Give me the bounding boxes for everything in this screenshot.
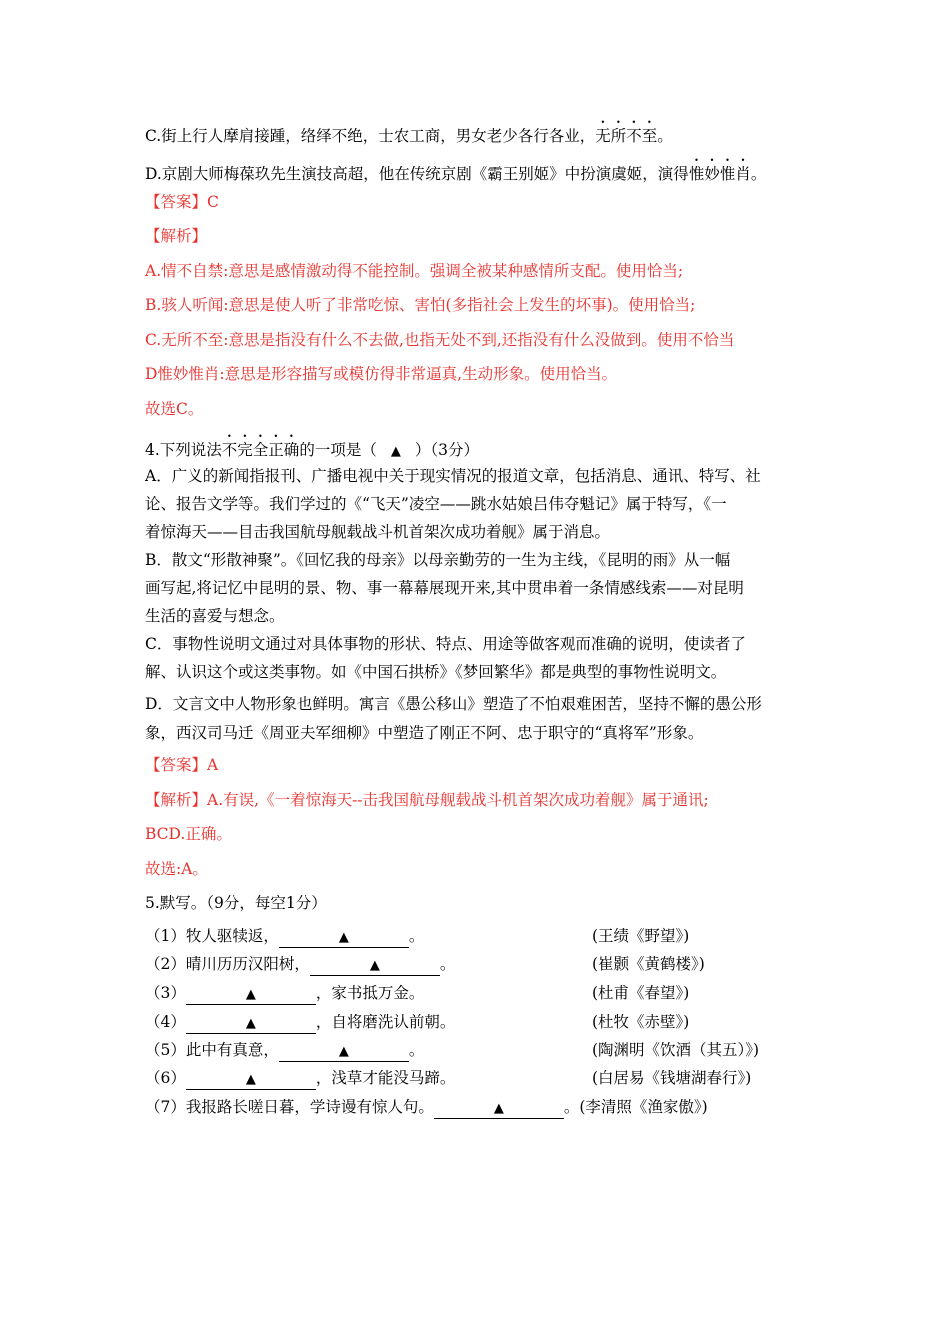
- answer-placeholder-triangle: ▲: [493, 1101, 504, 1116]
- answer-placeholder-triangle: ▲: [245, 1072, 256, 1087]
- dictation-item: [145, 1096, 708, 1119]
- q4-answer: [145, 754, 218, 776]
- answer-label: 【答案】: [145, 756, 208, 774]
- answer-value: A: [207, 756, 219, 774]
- answer-placeholder-triangle: ▲: [338, 1044, 349, 1059]
- q3-option-d-text: D.京剧大师梅葆玖先生演技高超，他在传统京剧《霸王别姬》中扮演虞姬，演得: [145, 165, 689, 183]
- dictation-prompt: （4）: [145, 1013, 186, 1031]
- q4-conclusion: 故选:A。: [145, 860, 208, 878]
- answer-blank[interactable]: [186, 984, 316, 1005]
- answer-blank[interactable]: [279, 927, 409, 948]
- dictation-prompt: （7）我报路长嗟日暮，学诗谩有惊人句。: [145, 1098, 434, 1116]
- q3-analysis-line: B.骇人听闻:意思是使人听了非常吃惊、害怕(多指社会上发生的坏事)。使用恰当;: [145, 296, 696, 314]
- q4-option-line: 论、报告文学等。我们学过的《“飞天”凌空——跳水姑娘吕伟夺魁记》属于特写，《一: [145, 495, 727, 513]
- q3-analysis-label: 【解析】: [145, 227, 208, 245]
- dictation-prompt: （5）此中有真意，: [145, 1041, 279, 1059]
- q4-option-line: D．文言文中人物形象也鲜明。寓言《愚公移山》塑造了不怕艰难困苦，坚持不懈的愚公形: [145, 695, 762, 713]
- answer-label: 【答案】: [145, 193, 208, 211]
- dictation-item: [145, 1039, 424, 1062]
- q3-option-d-end: 。: [750, 165, 767, 183]
- dictation-prompt: （3）: [145, 984, 186, 1002]
- q3-option-d: [145, 156, 766, 185]
- dictation-end: 。: [408, 1041, 425, 1059]
- dictation-item: [145, 1011, 455, 1034]
- q4-option-line: 解、认识这个或这类事物。如《中国石拱桥》《梦回繁华》都是典型的事物性说明文。: [145, 663, 727, 681]
- answer-blank[interactable]: [434, 1098, 564, 1119]
- q3-conclusion: 故选C。: [145, 400, 204, 418]
- emphasis-phrase: 惟妙惟肖: [688, 165, 751, 183]
- q4-stem: [145, 432, 479, 463]
- q4-option-line: C．事物性说明文通过对具体事物的形状、特点、用途等做客观而准确的说明，使读者了: [145, 635, 746, 653]
- dictation-source: (崔颢《黄鹤楼》): [592, 955, 705, 973]
- answer-blank[interactable]: [186, 1013, 316, 1034]
- answer-blank[interactable]: [186, 1069, 316, 1090]
- q5-title: 5.默写。（9分，每空1分）: [145, 894, 327, 912]
- dictation-item: [145, 982, 424, 1005]
- q4-stem-text: 的一项是（: [299, 441, 377, 459]
- dictation-prompt: （2）晴川历历汉阳树，: [145, 955, 310, 973]
- q4-option-line: 象，西汉司马迁《周亚夫军细柳》中塑造了刚正不阿、忠于职守的“真将军”形象。: [145, 724, 704, 742]
- q3-option-c-end: 。: [657, 127, 673, 145]
- dictation-item: [145, 953, 455, 976]
- dictation-end: 。(李清照《渔家傲》): [563, 1098, 708, 1116]
- q4-stem-text: 4.下列说法: [145, 441, 222, 459]
- emphasis-phrase: 无所不至: [595, 127, 658, 145]
- answer-placeholder-triangle: ▲: [245, 987, 256, 1002]
- q4-option-line: A．广义的新闻指报刊、广播电视中关于现实情况的报道文章，包括消息、通讯、特写、社: [145, 467, 761, 485]
- analysis-text: A.有误,《一着惊海天--击我国航母舰载战斗机首架次成功着舰》属于通讯;: [207, 791, 709, 809]
- dictation-prompt: （1）牧人驱犊返，: [145, 927, 279, 945]
- q4-option-line: B．散文“形散神聚”。《回忆我的母亲》以母亲勤劳的一生为主线，《昆明的雨》从一幅: [145, 551, 731, 569]
- q3-analysis-line: A.情不自禁:意思是感情激动得不能控制。强调全被某种感情所支配。使用恰当;: [145, 262, 684, 280]
- dictation-source: (杜牧《赤壁》): [592, 1013, 690, 1031]
- answer-blank[interactable]: [310, 955, 440, 976]
- q3-option-c-text: C.街上行人摩肩接踵，络绎不绝，士农工商，男女老少各行各业，: [145, 127, 596, 145]
- answer-placeholder-triangle: ▲: [369, 958, 380, 973]
- dictation-end: ，浅草才能没马蹄。: [315, 1069, 456, 1087]
- q3-analysis-line: C.无所不至:意思是指没有什么不去做,也指无处不到,还指没有什么没做到。使用不恰当: [145, 331, 735, 349]
- q3-analysis-line: D惟妙惟肖:意思是形容描写或模仿得非常逼真,生动形象。使用恰当。: [145, 365, 618, 383]
- q4-analysis-line: BCD.正确。: [145, 825, 232, 843]
- answer-placeholder-triangle: ▲: [338, 930, 349, 945]
- analysis-label: 【解析】: [145, 791, 208, 809]
- dictation-item: [145, 925, 424, 948]
- answer-value: C: [207, 193, 219, 211]
- dictation-prompt: （6）: [145, 1069, 186, 1087]
- q3-option-c: [145, 118, 673, 147]
- dictation-end: ，自将磨洗认前朝。: [315, 1013, 456, 1031]
- q4-analysis: [145, 789, 709, 811]
- emphasis-phrase: 不完全正确: [221, 441, 300, 459]
- dictation-source: (王绩《野望》): [592, 927, 690, 945]
- dictation-item: [145, 1067, 455, 1090]
- q3-answer: [145, 191, 219, 213]
- dictation-source: (白居易《钱塘湖春行》): [592, 1069, 752, 1087]
- answer-blank[interactable]: [279, 1041, 409, 1062]
- q4-option-line: 生活的喜爱与想念。: [145, 607, 285, 625]
- dictation-end: 。: [408, 927, 425, 945]
- dictation-end: ，家书抵万金。: [315, 984, 425, 1002]
- dictation-source: (杜甫《春望》): [592, 984, 690, 1002]
- answer-placeholder-triangle: ▲: [390, 444, 401, 459]
- q4-stem-score: ）（3分）: [414, 441, 479, 459]
- answer-placeholder-triangle: ▲: [245, 1016, 256, 1031]
- q4-option-line: 着惊海天——目击我国航母舰载战斗机首架次成功着舰》属于消息。: [145, 523, 611, 541]
- q4-option-line: 画写起,将记忆中昆明的景、物、事一幕幕展现开来,其中贯串着一条情感线索——对昆明: [145, 579, 744, 597]
- dictation-end: 。: [439, 955, 456, 973]
- dictation-source: (陶渊明《饮酒（其五）》): [592, 1041, 760, 1059]
